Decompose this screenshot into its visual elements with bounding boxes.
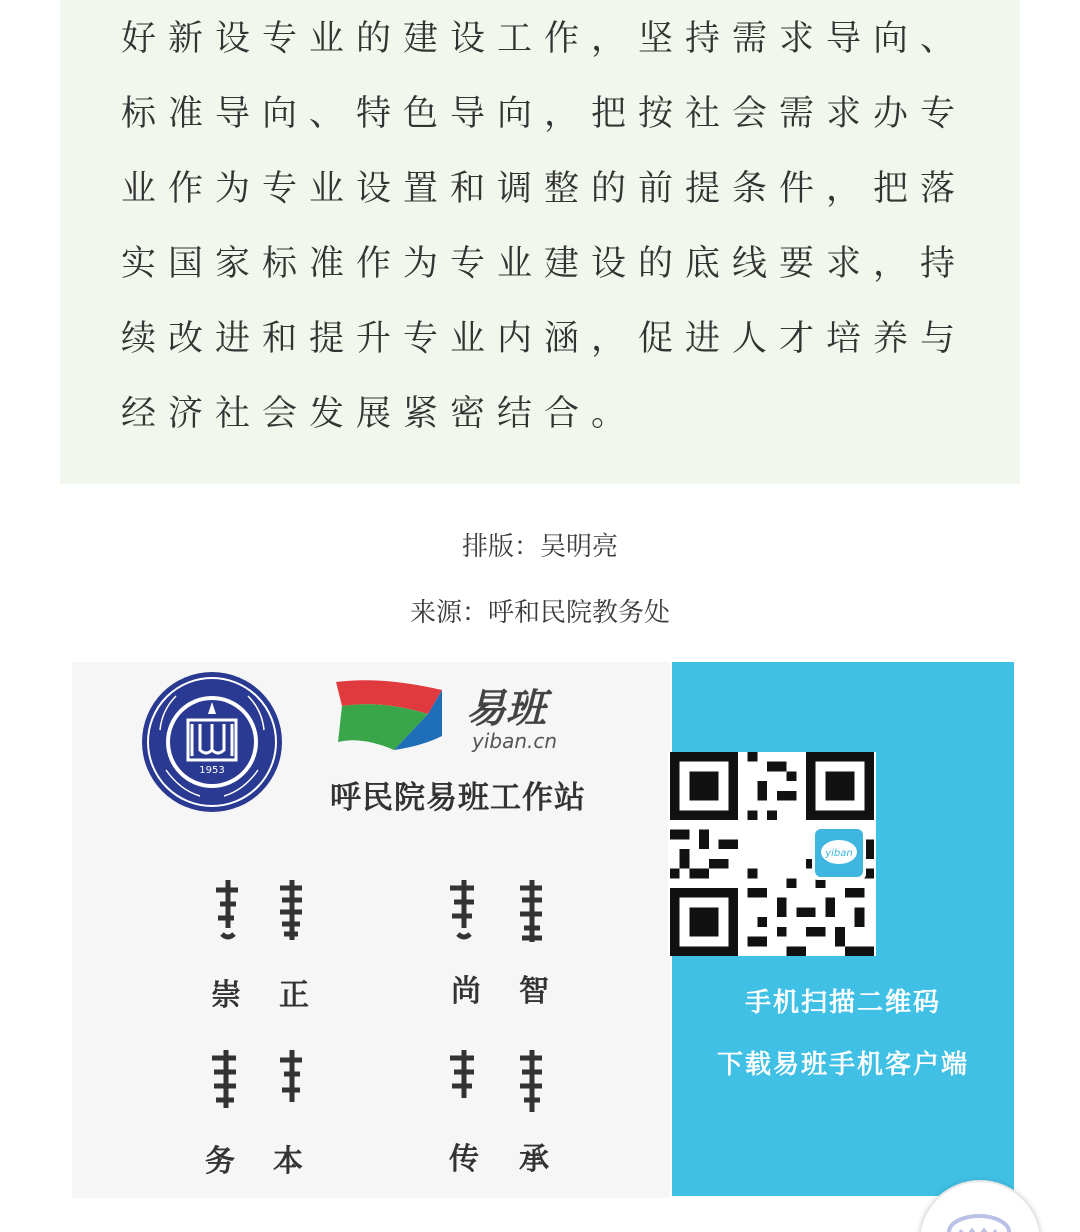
highlighted-paragraph: [60, 0, 1020, 484]
chat-bubble-icon: [946, 1208, 1012, 1232]
paragraph-line: 业作为专业设置和调整的前提条件，把落: [121, 169, 968, 209]
brand-name: 易班: [466, 685, 546, 732]
motto-char: 务: [205, 1144, 235, 1179]
yiban-app-icon: [812, 826, 866, 880]
university-seal-icon: [140, 670, 284, 814]
paragraph-line: 标准导向、特色导向，把按社会需求办专: [121, 94, 968, 134]
mongolian-script-icon: [272, 1046, 312, 1116]
qr-center-label: yiban: [825, 848, 853, 859]
brand-domain: yiban.cn: [472, 729, 558, 753]
mongolian-script-icon: [512, 1046, 552, 1116]
motto-char: 智: [519, 974, 549, 1009]
motto-char: 崇: [211, 978, 241, 1013]
station-label: 呼民院易班工作站: [330, 780, 586, 816]
source-credit: 来源：呼和民院教务处: [409, 598, 670, 628]
motto-char: 正: [279, 978, 309, 1013]
mongolian-script-icon: [272, 876, 312, 946]
motto-char: 传: [449, 1142, 479, 1177]
motto-char: 本: [273, 1144, 303, 1179]
yiban-logo-icon: [332, 676, 622, 756]
banner-left-panel: [72, 662, 670, 1198]
qr-caption-scan: 手机扫描二维码: [744, 988, 941, 1018]
paragraph-line: 实国家标准作为专业建设的底线要求，持: [121, 244, 968, 284]
motto-char: 承: [519, 1142, 549, 1177]
mongolian-script-icon: [444, 1046, 484, 1116]
paragraph-line: 经济社会发展紧密结合。: [121, 394, 639, 434]
layout-credit: 排版：吴明亮: [461, 532, 618, 562]
mongolian-script-icon: [512, 876, 552, 946]
seal-year: 1953: [199, 765, 225, 776]
qr-caption-download: 下载易班手机客户端: [716, 1050, 969, 1080]
mongolian-script-icon: [208, 876, 248, 946]
paragraph-line: 续改进和提升专业内涵，促进人才培养与: [121, 319, 968, 359]
paragraph-line: 好新设专业的建设工作，坚持需求导向、: [121, 19, 968, 59]
mongolian-script-icon: [444, 876, 484, 946]
mongolian-script-icon: [206, 1046, 246, 1116]
motto-char: 尚: [451, 974, 481, 1009]
